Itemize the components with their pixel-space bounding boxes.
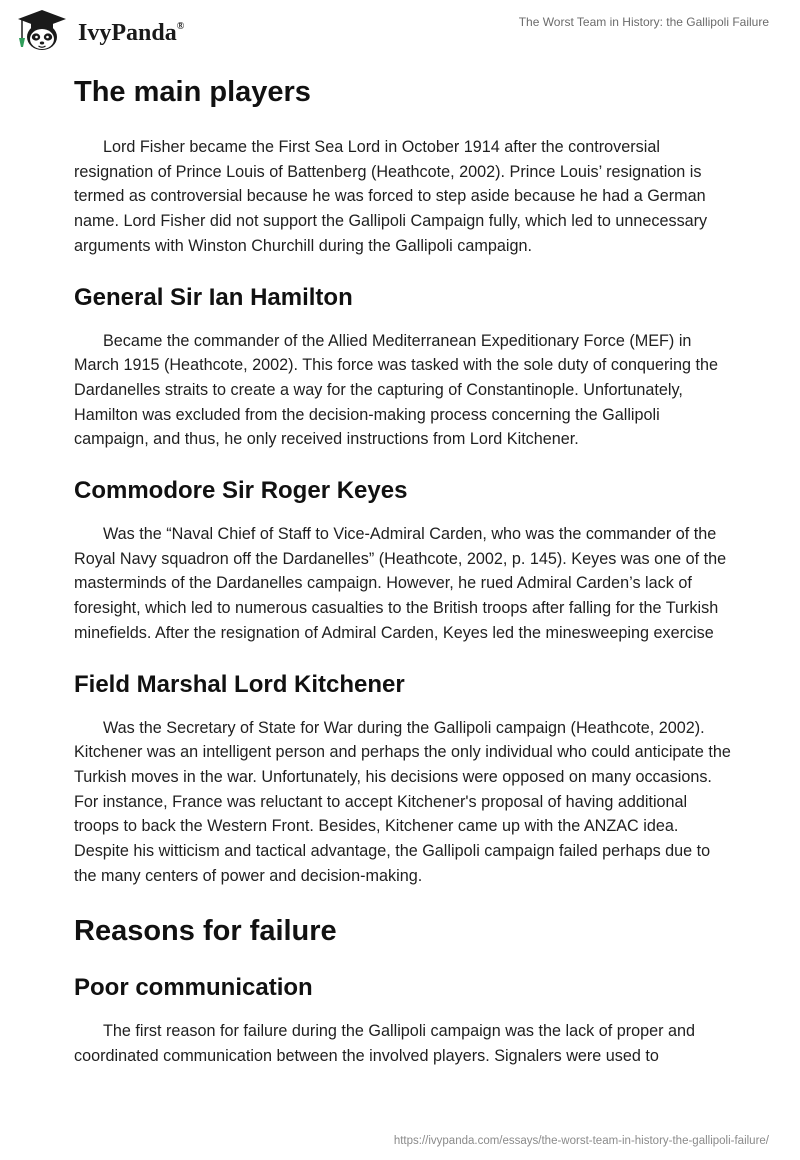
panda-graduate-icon <box>14 8 70 52</box>
paragraph-hamilton: Became the commander of the Allied Mediterranean Expeditionary Force (MEF) in March 1915 (Heathcote, 2002). This force was tasked with the sole duty of conquering the Dardanelles straits to create a way for the capturing of Constantinople. Unfortunately, Hamilton was excluded from the decision-making process concerning the Gallipoli campaign, and thus, he only received instructions from Lord Kitchener. <box>74 331 718 449</box>
source-url[interactable]: https://ivypanda.com/essays/the-worst-team-in-history-the-gallipoli-failure/ <box>393 1135 769 1147</box>
logo-name: IvyPanda <box>78 19 177 46</box>
heading-keyes: Commodore Sir Roger Keyes <box>74 477 408 505</box>
ivypanda-logo[interactable] <box>14 8 184 52</box>
paragraph-kitchener: Was the Secretary of State for War during the Gallipoli campaign (Heathcote, 2002). Kitchener was an intelligent person and perhaps the only individual who could anticipate the Turkish moves in the war. Unfortunately, his decisions were opposed on many occasions. For instance, France was reluctant to accept Kitchener's proposal of having additional troops to back the Western Front. Besides, Kitchener came up with the ANZAC idea. Despite his witticism and tactical advantage, the Gallipoli campaign failed perhaps due to the many centers of power and decision-making. <box>74 718 731 885</box>
heading-poor-communication: Poor communication <box>74 974 313 1002</box>
essay-content <box>74 72 734 1069</box>
paragraph-main-players: Lord Fisher became the First Sea Lord in October 1914 after the controversial resignation of Prince Louis of Battenberg (Heathcote, 2002). Prince Louis’ resignation is termed as controversial because he was forced to step aside because he had a German name. Lord Fisher did not support the Gallipoli Campaign fully, which led to unnecessary arguments with Winston Churchill during the Gallipoli campaign. <box>74 138 708 255</box>
heading-reasons-for-failure: Reasons for failure <box>74 915 337 948</box>
heading-hamilton: General Sir Ian Hamilton <box>74 283 353 311</box>
paragraph-keyes: Was the “Naval Chief of Staff to Vice-Admiral Carden, who was the commander of the Royal Navy squadron off the Dardanelles” (Heathcote, 2002, p. 145). Keyes was one of the masterminds of the Dardanelles campaign. However, he rued Admiral Carden’s lack of foresight, which led to numerous casualties to the British troops after falling for the Turkish minefields. After the resignation of Admiral Carden, Keyes led the minesweeping exercise <box>74 525 727 642</box>
registered-mark: ® <box>176 20 185 32</box>
heading-kitchener: Field Marshal Lord Kitchener <box>74 670 405 698</box>
document-title: The Worst Team in History: the Gallipoli Failure <box>518 15 769 29</box>
page-header <box>0 0 800 62</box>
paragraph-poor-communication: The first reason for failure during the Gallipoli campaign was the lack of proper and coordinated communication between the involved players. Signalers were used to <box>74 1022 696 1066</box>
heading-main-players: The main players <box>74 76 311 108</box>
